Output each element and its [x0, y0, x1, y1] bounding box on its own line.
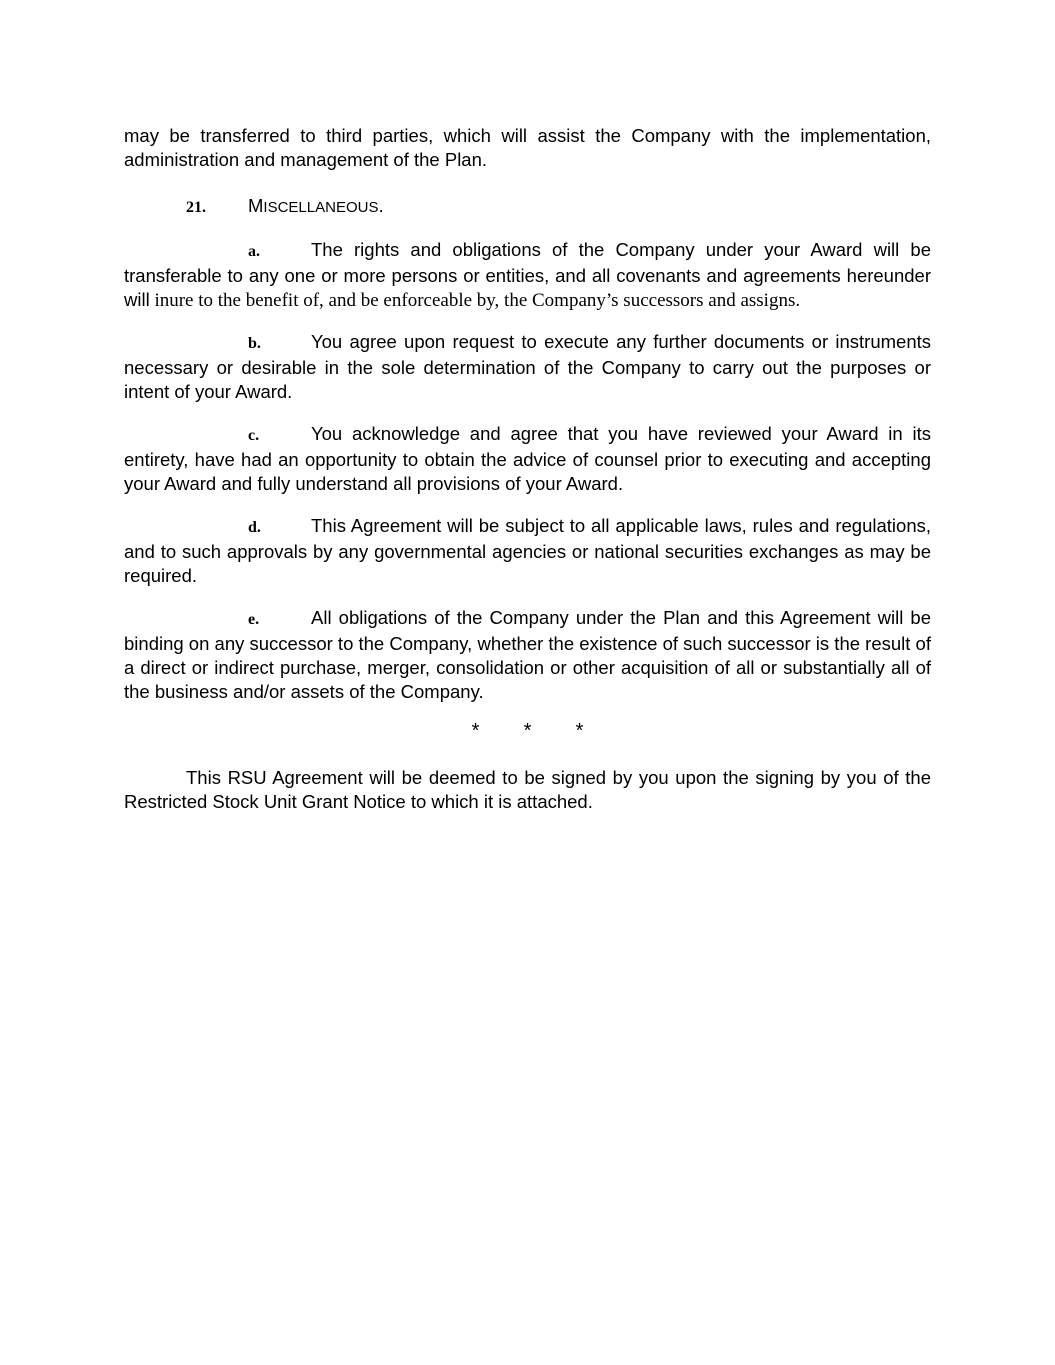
separator-star: *: [575, 720, 584, 742]
item-text-a: The rights and obligations of the Company under your Award will be transferable to any one or more persons or entities, and all covenants and agreements hereunder will: [124, 239, 931, 310]
item-paragraph-d: [124, 514, 931, 588]
item-text-b: You agree upon request to execute any further documents or instruments necessary or desirable in the sole determination of the Company to carry out the purposes or intent of your Award.: [124, 331, 931, 402]
item-label-b: b.: [248, 335, 261, 352]
intro-paragraph: may be transferred to third parties, which will assist the Company with the implementation, administration and management of the Plan.: [124, 125, 931, 170]
item-paragraph-a: [124, 238, 931, 313]
separator-star: *: [471, 720, 480, 742]
section-title: MISCELLANEOUS.: [248, 195, 384, 216]
item-text-a-tail: inure to the benefit of, and be enforceable by, the Company’s successors and assigns.: [149, 290, 801, 311]
section-separator: [0, 719, 1055, 743]
section-number: 21.: [186, 199, 206, 216]
section-heading: [186, 194, 384, 218]
item-paragraph-c: [124, 422, 931, 496]
separator-star: *: [523, 720, 532, 742]
item-label-c: c.: [248, 427, 260, 444]
item-text-d: This Agreement will be subject to all applicable laws, rules and regulations, and to such approvals by any governmental agencies or national securities exchanges as may be required.: [124, 515, 931, 586]
item-label-e: e.: [248, 611, 260, 628]
item-label-d: d.: [248, 519, 261, 536]
item-text-c: You acknowledge and agree that you have reviewed your Award in its entirety, have had an opportunity to obtain the advice of counsel prior to executing and accepting your Award and fully understand all provisions of your Award.: [124, 423, 931, 494]
item-text-e: All obligations of the Company under the Plan and this Agreement will be binding on any successor to the Company, whether the existence of such successor is the result of a direct or indirect purchase, merger, consolidation or other acquisition of all or substantially all of the business and/or assets of the Company.: [124, 607, 931, 702]
item-paragraph-b: [124, 330, 931, 404]
item-label-a: a.: [248, 243, 260, 260]
closing-paragraph: [124, 766, 931, 814]
item-paragraph-e: [124, 606, 931, 704]
closing-text: This RSU Agreement will be deemed to be signed by you upon the signing by you of the Restricted Stock Unit Grant Notice to which it is attached.: [124, 767, 931, 812]
